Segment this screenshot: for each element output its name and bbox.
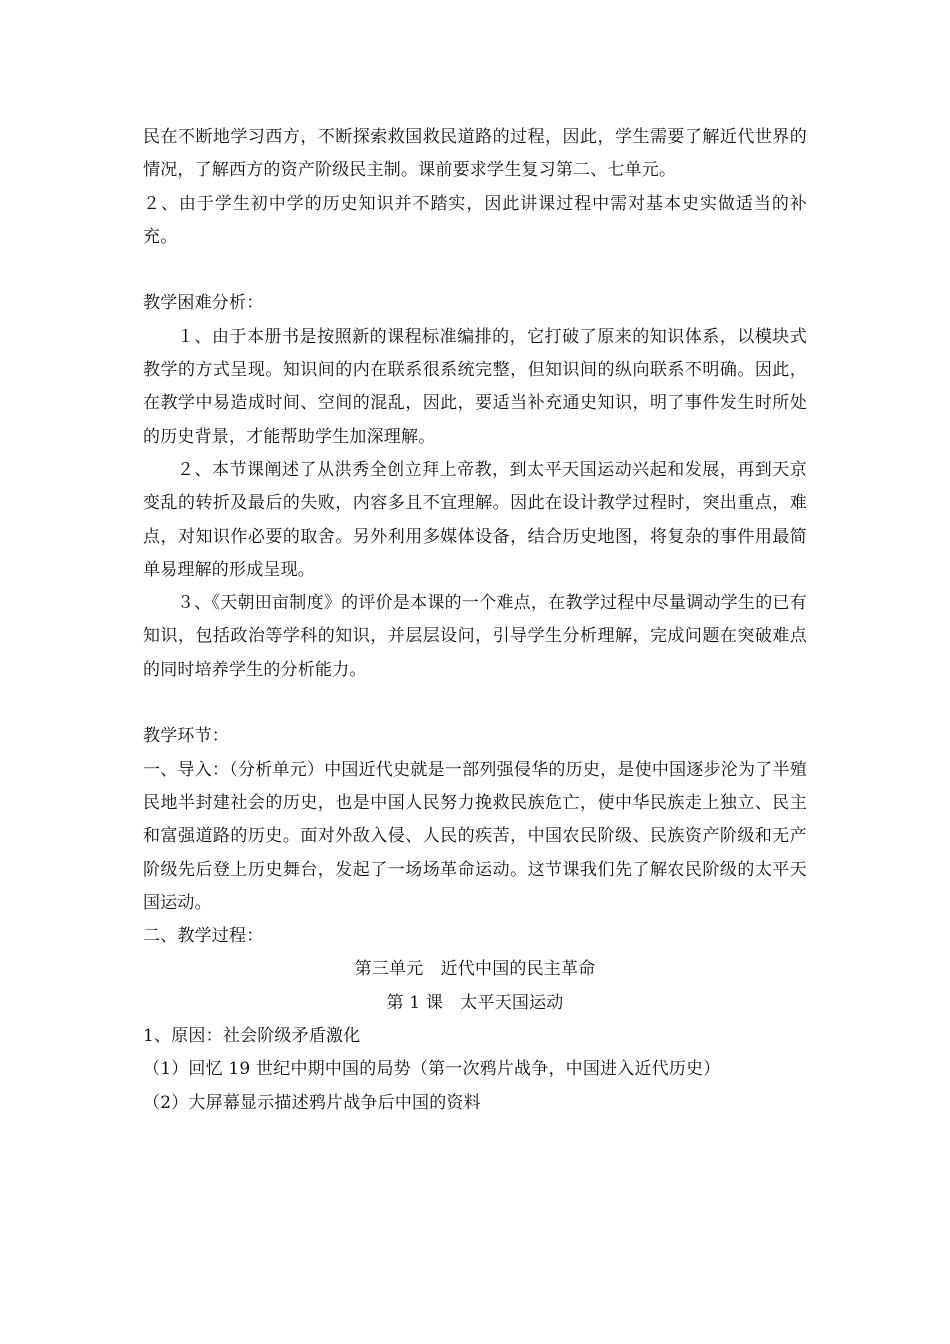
difficulty-item-3: ３、《天朝田亩制度》的评价是本课的一个难点，在教学过程中尽量调动学生的已有知识，包括政治等学科的知识，并层层设问，引导学生分析理解，完成问题在突破难点的同时培养学生的分析能力。 xyxy=(143,593,807,680)
difficulty-heading: 教学困难分析： xyxy=(143,293,264,314)
intro-paragraph-1: 民在不断地学习西方，不断探索救国救民道路的过程，因此，学生需要了解近代世界的情况，了解西方的资产阶级民主制。课前要求学生复习第二、七单元。 xyxy=(143,127,807,181)
spacer xyxy=(143,687,807,720)
cause-sub-item-1: （1）回忆 19 世纪中期中国的局势（第一次鸦片战争，中国进入近代历史） xyxy=(143,1059,721,1080)
intro-paragraph-2: ２、由于学生初中学的历史知识并不踏实，因此讲课过程中需对基本史实做适当的补充。 xyxy=(143,193,807,247)
document-body xyxy=(143,121,807,1120)
cause-heading: 1、原因：社会阶级矛盾激化 xyxy=(143,1026,361,1047)
cause-sub-item-2: （2）大屏幕显示描述鸦片战争后中国的资料 xyxy=(143,1092,481,1113)
steps-process-heading: 二、教学过程： xyxy=(143,926,264,947)
unit-title: 第三单元 近代中国的民主革命 xyxy=(354,959,596,980)
spacer xyxy=(143,254,807,287)
difficulty-item-2: ２、本节课阐述了从洪秀全创立拜上帝教，到太平天国运动兴起和发展，再到天京变乱的转折及最后的失败，内容多且不宜理解。因此在设计教学过程时，突出重点，难点，对知识作必要的取舍。另外利用多媒体设备，结合历史地图，将复杂的事件用最简单易理解的形成呈现。 xyxy=(143,459,807,580)
steps-heading: 教学环节： xyxy=(143,726,229,747)
steps-intro-paragraph: 一、导入：（分析单元）中国近代史就是一部列强侵华的历史，是使中国逐步沦为了半殖民地半封建社会的历史，也是中国人民努力挽救民族危亡，使中华民族走上独立、民主和富强道路的历史。面对外敌入侵、人民的疾苦，中国农民阶级、民族资产阶级和无产阶级先后登上历史舞台，发起了一场场革命运动。这节课我们先了解农民阶级的太平天国运动。 xyxy=(143,759,807,913)
difficulty-item-1: １、由于本册书是按照新的课程标准编排的，它打破了原来的知识体系，以模块式教学的方式呈现。知识间的内在联系很系统完整，但知识间的纵向联系不明确。因此，在教学中易造成时间、空间的混乱，因此，要适当补充通史知识，明了事件发生时所处的历史背景，才能帮助学生加深理解。 xyxy=(143,326,807,447)
lesson-title: 第 1 课 太平天国运动 xyxy=(386,992,564,1013)
